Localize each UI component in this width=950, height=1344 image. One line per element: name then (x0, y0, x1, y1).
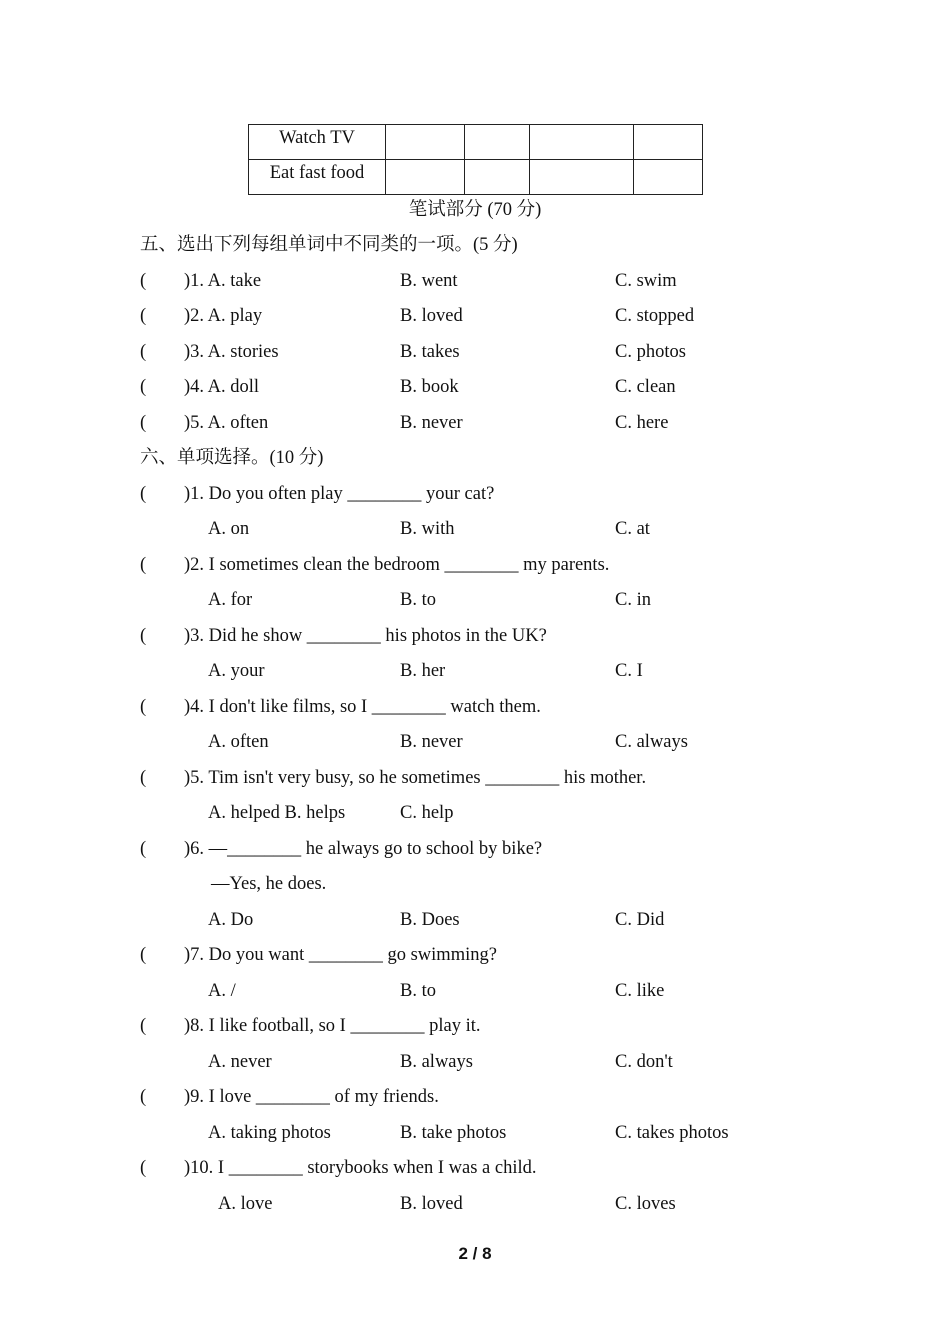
option-c: C. at (615, 519, 650, 539)
table-cell (465, 125, 530, 160)
answer-paren: ( (140, 306, 147, 326)
option-b: B. take photos (400, 1123, 507, 1143)
item-number: )5. A. often (184, 413, 269, 433)
survey-table (248, 124, 703, 195)
option-a: A. never (208, 1052, 272, 1072)
option-a: A. taking photos (208, 1123, 331, 1143)
table-cell-label: Eat fast food (249, 160, 386, 195)
answer-paren: ( (140, 697, 147, 717)
option-c: C. here (615, 413, 669, 433)
option-b: B. always (400, 1052, 473, 1072)
table-cell (634, 160, 703, 195)
table-cell (386, 125, 465, 160)
answer-paren: ( (140, 342, 147, 362)
table-cell (530, 160, 634, 195)
question-text: )1. Do you often play ________ your cat? (184, 484, 495, 504)
question-text: )9. I love ________ of my friends. (184, 1087, 439, 1107)
answer-paren: ( (140, 1158, 147, 1178)
table-cell (634, 125, 703, 160)
answer-paren: ( (140, 1087, 147, 1107)
question-text: )2. I sometimes clean the bedroom ________ my parents. (184, 555, 610, 575)
question-text: )10. I ________ storybooks when I was a child. (184, 1158, 537, 1178)
table-cell (386, 160, 465, 195)
answer-paren: ( (140, 839, 147, 859)
option-a: A. often (208, 732, 269, 752)
option-a: A. / (208, 981, 236, 1001)
option-a: A. for (208, 590, 253, 610)
option-a: A. helped B. helps (208, 803, 346, 823)
option-b: B. to (400, 590, 436, 610)
option-b: B. went (400, 271, 458, 291)
option-a: A. love (218, 1194, 273, 1214)
answer-paren: ( (140, 377, 147, 397)
option-c: C. stopped (615, 306, 695, 326)
written-part-title: 笔试部分 (70 分) (408, 200, 542, 220)
option-b: B. loved (400, 1194, 463, 1214)
question-text: )4. I don't like films, so I ________ watch them. (184, 697, 541, 717)
question-text: )5. Tim isn't very busy, so he sometimes ________ his mother. (184, 768, 647, 788)
option-b: B. loved (400, 306, 463, 326)
option-c: C. always (615, 732, 688, 752)
option-c: C. I (615, 661, 643, 681)
section5-title: 五、选出下列每组单词中不同类的一项。(5 分) (140, 235, 518, 255)
option-c: C. photos (615, 342, 686, 362)
option-b: B. book (400, 377, 459, 397)
question-text: )6. —________ he always go to school by bike? (184, 839, 543, 859)
answer-paren: ( (140, 1016, 147, 1036)
answer-paren: ( (140, 945, 147, 965)
item-number: )1. A. take (184, 271, 262, 291)
option-c: C. takes photos (615, 1123, 729, 1143)
option-c: C. Did (615, 910, 665, 930)
option-c: C. swim (615, 271, 677, 291)
option-c: C. in (615, 590, 651, 610)
option-b: B. never (400, 413, 463, 433)
table-cell (530, 125, 634, 160)
table-row (249, 125, 703, 160)
option-b: B. her (400, 661, 446, 681)
option-a: A. your (208, 661, 265, 681)
answer-paren: ( (140, 626, 147, 646)
option-b: C. help (400, 803, 454, 823)
option-b: B. to (400, 981, 436, 1001)
option-b: B. takes (400, 342, 460, 362)
answer-paren: ( (140, 413, 147, 433)
item-number: )4. A. doll (184, 377, 260, 397)
item-number: )3. A. stories (184, 342, 279, 362)
dialogue-reply: —Yes, he does. (211, 874, 327, 894)
answer-paren: ( (140, 484, 147, 504)
option-c: C. clean (615, 377, 676, 397)
table-cell (465, 160, 530, 195)
section6-title: 六、单项选择。(10 分) (140, 448, 324, 468)
option-a: A. Do (208, 910, 254, 930)
option-b: B. Does (400, 910, 460, 930)
item-number: )2. A. play (184, 306, 263, 326)
option-c: C. don't (615, 1052, 673, 1072)
answer-paren: ( (140, 768, 147, 788)
question-text: )7. Do you want ________ go swimming? (184, 945, 497, 965)
table-row (249, 160, 703, 195)
table-cell-label: Watch TV (249, 125, 386, 160)
page-number: 2 / 8 (458, 1244, 492, 1263)
answer-paren: ( (140, 271, 147, 291)
option-a: A. on (208, 519, 250, 539)
option-b: B. never (400, 732, 463, 752)
question-text: )8. I like football, so I ________ play it. (184, 1016, 481, 1036)
option-c: C. like (615, 981, 665, 1001)
option-b: B. with (400, 519, 455, 539)
option-c: C. loves (615, 1194, 676, 1214)
answer-paren: ( (140, 555, 147, 575)
question-text: )3. Did he show ________ his photos in the UK? (184, 626, 547, 646)
